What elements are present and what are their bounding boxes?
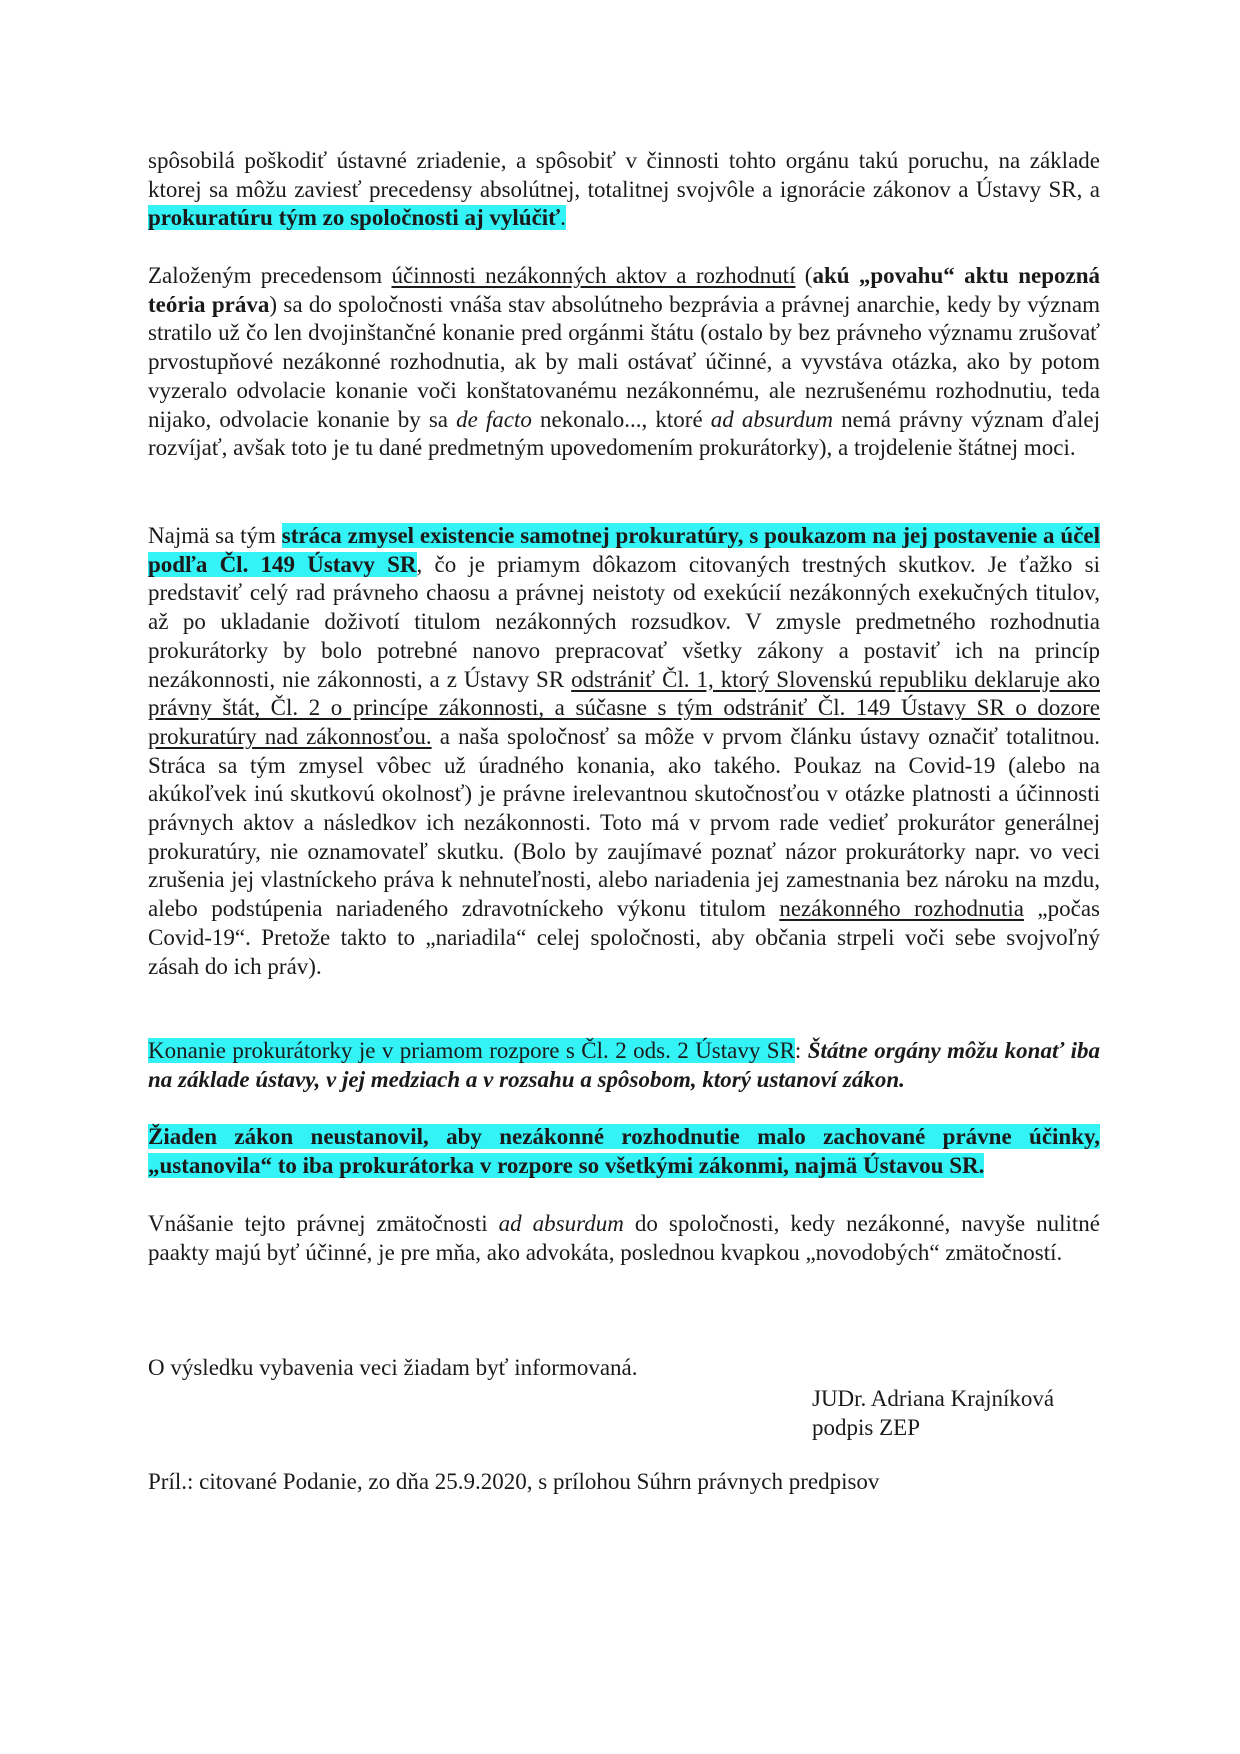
attachment-line: Príl.: citované Podanie, zo dňa 25.9.2020, s prílohou Súhrn právnych predpisov: [148, 1469, 880, 1494]
paragraph-1: [148, 147, 1100, 233]
p6-italic: ad absurdum: [498, 1211, 624, 1236]
signature-block: [812, 1385, 1172, 1442]
p4-highlight: Konanie prokurátorky je v priamom rozpore s Čl. 2 ods. 2 Ústavy SR: [148, 1038, 795, 1063]
p3-text-2: , čo je priamym dôkazom citovaných trestných skutkov. Je ťažko si predstaviť celý rad právneho chaosu a právnej neistoty od exekúcií nezákonných exekučných titulov, až po ukladanie doživotí titulom nezákonných rozsudkov. V zmysle predmetného rozhodnutia prokurátorky by bolo potrebné nanovo prepracovať všetky zákony a postaviť ich na princíp nezákonnosti, nie zákonnosti, a z Ústavy SR: [148, 551, 1100, 692]
p2-text-5: nemá právny význam ďalej rozvíjať, avšak toto je tu dané predmetným upovedomením prokurátorky), a trojdelenie štátnej moci.: [148, 406, 1100, 461]
p3-text-4: „počas Covid-19“. Pretože takto to „nariadila“ celej spoločnosti, aby občania strpeli voči sebe svojvoľný zásah do ich práv).: [148, 896, 1101, 979]
paragraph-3: [148, 522, 1100, 981]
p1-highlight: prokuratúru tým zo spoločnosti aj vylúčiť: [148, 205, 561, 231]
p3-text-3: a naša spoločnosť sa môže v prvom článku ústavy označiť totalitnou. Stráca sa tým zmysel vôbec už úradného konania, ako takého. Poukaz na Covid-19 (alebo na akúkoľvek inú skutkovú okolnosť) je právne irelevantnou skutočnosťou v otázke platnosti a účinnosti právnych aktov a následkov ich nezákonnosti. Toto má v prvom rade vedieť prokurátor generálnej prokuratúry, nie oznamovateľ skutku. (Bolo by zaujímavé poznať názor prokurátorky napr. vo veci zrušenia jej vlastníckeho práva k nehnuteľnosti, alebo nariadenia jej zamestnania bez nároku na mzdu, alebo podstúpenia nariadeného zdravotníckeho výkonu titulom: [148, 723, 1100, 922]
signature-method: podpis ZEP: [812, 1414, 920, 1440]
p5-highlight: Žiaden zákon neustanovil, aby nezákonné rozhodnutie malo zachované právne účinky, „ustanovila“ to iba prokurátorka v rozpore so všetkými zákonmi, najmä Ústavou SR.: [148, 1124, 1100, 1178]
p2-text-4: nekonalo..., ktoré: [531, 406, 711, 432]
p1-text: spôsobilá poškodiť ústavné zriadenie, a spôsobiť v činnosti tohto orgánu takú poruchu, na základe ktorej sa môžu zaviesť precedensy absolútnej, totalitnej svojvôle a ignorácie zákonov a Ústavy SR, a: [148, 148, 1100, 202]
p6-text-2: do spoločnosti, kedy nezákonné, navyše nulitné paakty majú byť účinné, je pre mňa, ako advokáta, poslednou kvapkou „novodobých“ zmätočností.: [148, 1211, 1100, 1265]
closing-line: O výsledku vybavenia veci žiadam byť informovaná.: [148, 1355, 638, 1380]
p6-text-1: Vnášanie tejto právnej zmätočnosti: [148, 1211, 499, 1236]
p2-bold: akú „povahu“ aktu nepozná teória práva: [148, 263, 1100, 317]
p4-colon: :: [794, 1038, 808, 1063]
paragraph-5: [148, 1123, 1100, 1180]
p3-underline-1: odstrániť Čl. 1, ktorý Slovenskú republiku deklaruje ako právny štát, Čl. 2 o princípe zákonnosti, a súčasne s tým odstrániť Čl. 149 Ústavy SR o dozore prokuratúry nad zákonnosťou.: [148, 666, 1100, 749]
paragraph-2: [148, 262, 1100, 463]
signature-name: JUDr. Adriana Krajníková: [812, 1386, 1055, 1411]
p1-period: .: [560, 205, 566, 231]
p3-underline-2: nezákonného rozhodnutia: [779, 896, 1024, 922]
p4-bold-italic: Štátne orgány môžu konať iba na základe ústavy, v jej medziach a v rozsahu a spôsobom, ktorý ustanoví zákon.: [148, 1038, 1101, 1092]
p3-text-1: Najmä sa tým: [148, 523, 282, 548]
paragraph-6: [148, 1210, 1100, 1267]
p2-text-3: ) sa do spoločnosti vnáša stav absolútneho bezprávia a právnej anarchie, kedy by význam stratilo už čo len dvojinštančné konanie pred orgánmi štátu (ostalo by bez právneho významu zrušovať prvostupňové nezákonné rozhodnutia, ak by mali ostávať účinné, a vyvstáva otázka, ako by potom vyzeralo odvolacie konanie voči konštatovanému nezákonnému, ale nezrušenému rozhodnutiu, teda nijako, odvolacie konanie by sa: [148, 291, 1101, 432]
p2-text-2: (: [795, 263, 813, 288]
paragraph-4: [148, 1037, 1100, 1094]
p2-text-1: Založeným precedensom: [148, 263, 392, 288]
p2-italic-1: de facto: [456, 406, 532, 432]
p2-underline: účinnosti nezákonných aktov a rozhodnutí: [391, 263, 796, 288]
p3-highlight: stráca zmysel existencie samotnej prokuratúry, s poukazom na jej postavenie a účel podľa Čl. 149 Ústavy SR: [148, 523, 1100, 577]
p2-italic-2: ad absurdum: [710, 406, 834, 432]
